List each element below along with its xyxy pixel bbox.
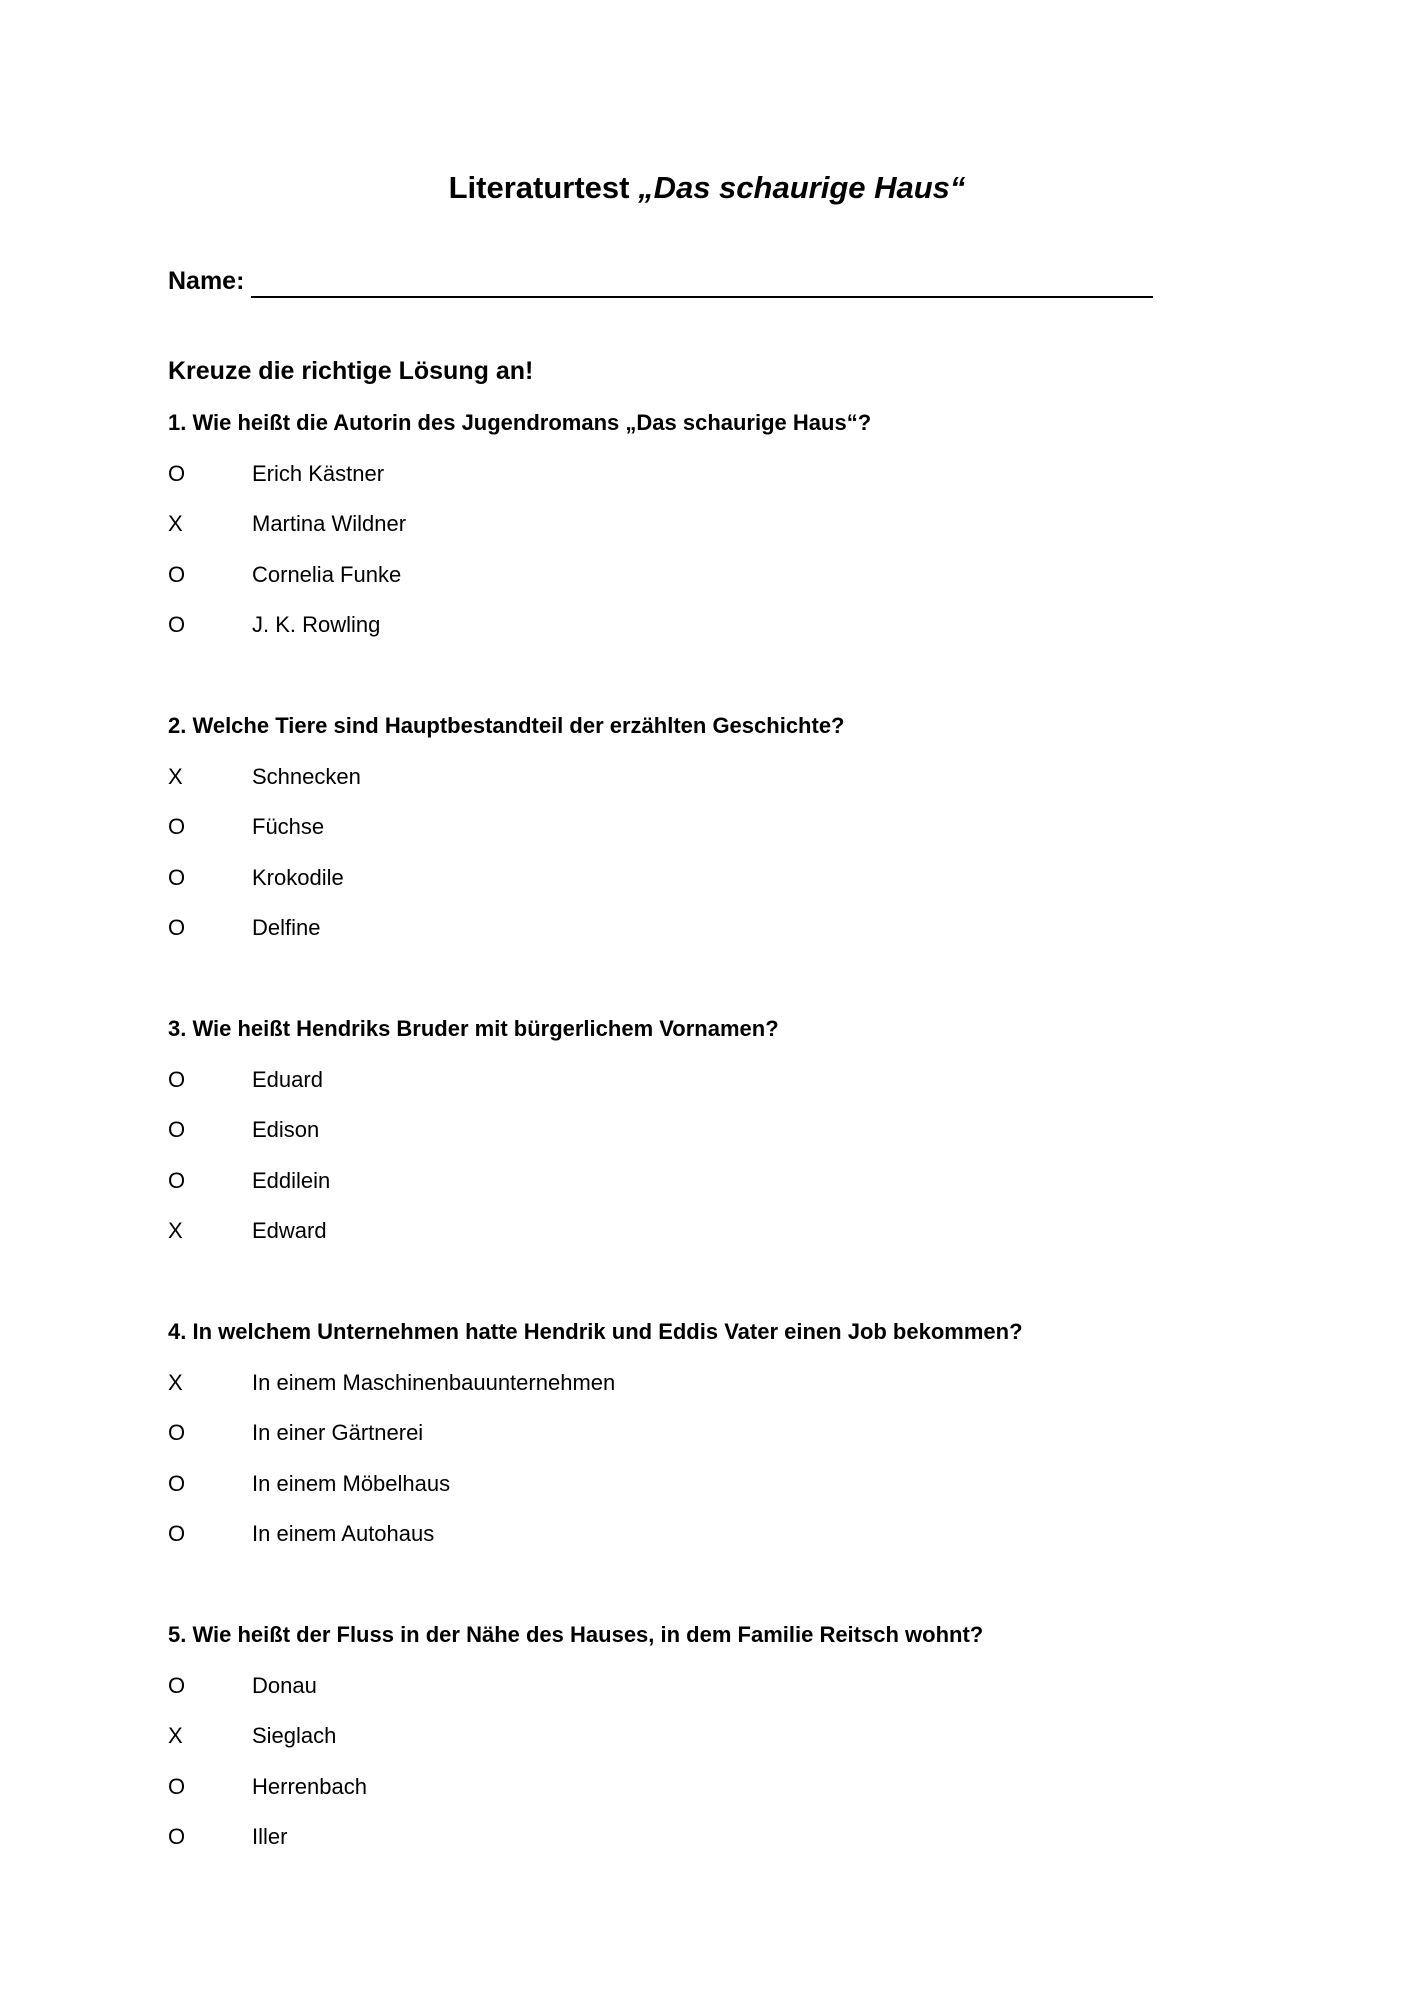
option-text: J. K. Rowling bbox=[252, 612, 381, 637]
option-text: Krokodile bbox=[252, 864, 344, 890]
question-text: 4. In welchem Unternehmen hatte Hendrik und Eddis Vater einen Job bekommen? bbox=[168, 1319, 1023, 1344]
option-text: Delfine bbox=[252, 915, 321, 940]
option-text: Schnecken bbox=[252, 763, 361, 789]
option-mark[interactable]: X bbox=[168, 763, 183, 789]
question-1 bbox=[168, 408, 1268, 640]
instruction-heading: Kreuze die richtige Lösung an! bbox=[168, 357, 534, 385]
question-3 bbox=[168, 1014, 1268, 1246]
option-text: Donau bbox=[252, 1672, 317, 1698]
page-title bbox=[0, 168, 1414, 208]
question-text: 5. Wie heißt der Fluss in der Nähe des Hauses, in dem Familie Reitsch wohnt? bbox=[168, 1622, 984, 1647]
option-text: In einem Autohaus bbox=[252, 1521, 435, 1546]
option-row[interactable] bbox=[168, 1115, 1268, 1145]
option-text: Herrenbach bbox=[252, 1773, 367, 1799]
option-text: Edison bbox=[252, 1117, 320, 1142]
option-row[interactable] bbox=[168, 610, 1268, 640]
option-mark[interactable]: O bbox=[168, 864, 186, 890]
option-row[interactable] bbox=[168, 459, 1268, 489]
question-text: 3. Wie heißt Hendriks Bruder mit bürgerlichem Vornamen? bbox=[168, 1016, 779, 1041]
title-plain: Literaturtest bbox=[448, 170, 639, 205]
option-row[interactable] bbox=[168, 913, 1268, 943]
option-mark[interactable]: O bbox=[168, 460, 186, 486]
option-row[interactable] bbox=[168, 1418, 1268, 1448]
option-mark[interactable]: O bbox=[168, 1420, 186, 1445]
option-text: Erich Kästner bbox=[252, 460, 385, 486]
option-row[interactable] bbox=[168, 560, 1268, 590]
option-text: In einem Möbelhaus bbox=[252, 1470, 451, 1496]
option-row[interactable] bbox=[168, 762, 1268, 792]
option-row[interactable] bbox=[168, 1216, 1268, 1246]
title-book-name: „Das schaurige Haus“ bbox=[638, 170, 966, 205]
option-text: Eduard bbox=[252, 1066, 323, 1092]
option-mark[interactable]: O bbox=[168, 1066, 186, 1092]
option-mark[interactable]: O bbox=[168, 612, 186, 637]
option-text: Edward bbox=[252, 1218, 327, 1243]
option-mark[interactable]: X bbox=[168, 1218, 183, 1243]
question-text: 1. Wie heißt die Autorin des Jugendromans „Das schaurige Haus“? bbox=[168, 410, 872, 435]
option-row[interactable] bbox=[168, 1065, 1268, 1095]
option-mark[interactable]: X bbox=[168, 1723, 183, 1748]
option-row[interactable] bbox=[168, 1822, 1268, 1852]
option-mark[interactable]: O bbox=[168, 1117, 186, 1142]
option-row[interactable] bbox=[168, 1166, 1268, 1196]
option-mark[interactable]: O bbox=[168, 561, 186, 587]
option-mark[interactable]: O bbox=[168, 915, 186, 940]
option-mark[interactable]: O bbox=[168, 1167, 186, 1193]
name-blank-line[interactable] bbox=[251, 270, 1153, 298]
option-text: Sieglach bbox=[252, 1723, 337, 1748]
name-label: Name: bbox=[168, 267, 245, 295]
name-row bbox=[168, 264, 1153, 298]
option-text: In einer Gärtnerei bbox=[252, 1420, 424, 1445]
option-mark[interactable]: O bbox=[168, 1773, 186, 1799]
option-text: Cornelia Funke bbox=[252, 561, 402, 587]
option-row[interactable] bbox=[168, 1721, 1268, 1751]
option-mark[interactable]: O bbox=[168, 1470, 186, 1496]
option-text: Martina Wildner bbox=[252, 511, 407, 536]
option-mark[interactable]: O bbox=[168, 1521, 186, 1546]
option-row[interactable] bbox=[168, 812, 1268, 842]
option-mark[interactable]: O bbox=[168, 814, 186, 839]
question-4 bbox=[168, 1317, 1268, 1549]
option-mark[interactable]: X bbox=[168, 511, 183, 536]
question-5 bbox=[168, 1620, 1268, 1852]
option-row[interactable] bbox=[168, 509, 1268, 539]
option-text: Iller bbox=[252, 1824, 288, 1849]
option-row[interactable] bbox=[168, 863, 1268, 893]
option-row[interactable] bbox=[168, 1469, 1268, 1499]
option-text: Füchse bbox=[252, 814, 325, 839]
option-row[interactable] bbox=[168, 1368, 1268, 1398]
option-text: Eddilein bbox=[252, 1167, 331, 1193]
option-row[interactable] bbox=[168, 1772, 1268, 1802]
question-2 bbox=[168, 711, 1268, 943]
question-text: 2. Welche Tiere sind Hauptbestandteil der erzählten Geschichte? bbox=[168, 713, 845, 738]
option-mark[interactable]: X bbox=[168, 1369, 183, 1395]
option-mark[interactable]: O bbox=[168, 1672, 186, 1698]
option-row[interactable] bbox=[168, 1671, 1268, 1701]
option-row[interactable] bbox=[168, 1519, 1268, 1549]
option-text: In einem Maschinenbauunternehmen bbox=[252, 1369, 616, 1395]
option-mark[interactable]: O bbox=[168, 1824, 186, 1849]
